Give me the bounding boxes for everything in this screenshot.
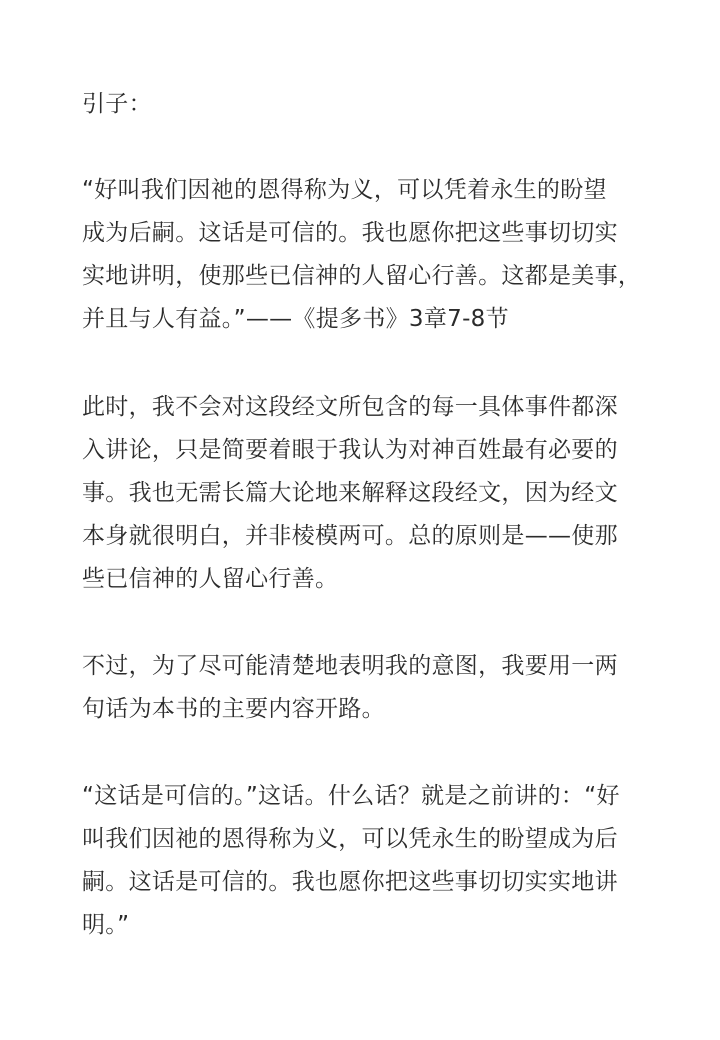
paragraph-line: 成为后嗣。这话是可信的。我也愿你把这些事切切实 [82, 220, 618, 246]
paragraph-3 [82, 645, 652, 731]
paragraph-2 [82, 386, 652, 601]
paragraph-line: 明。” [82, 912, 130, 938]
heading [82, 83, 652, 126]
paragraph-line: “这话是可信的。”这话。什么话？就是之前讲的：“好 [82, 783, 620, 809]
paragraph-line: 不过，为了尽可能清楚地表明我的意图，我要用一两 [82, 653, 618, 679]
paragraph-1-scripture-quote [82, 169, 652, 341]
paragraph-line: 事。我也无需长篇大论地来解释这段经文，因为经文 [82, 480, 618, 506]
paragraph-line: “好叫我们因祂的恩得称为义，可以凭着永生的盼望 [82, 177, 607, 203]
heading-text: 引子： [82, 91, 152, 117]
paragraph-line: 并且与人有益。”——《提多书》3章7-8节 [82, 306, 509, 332]
paragraph-4 [82, 775, 652, 947]
paragraph-line: 叫我们因祂的恩得称为义，可以凭永生的盼望成为后 [82, 826, 618, 852]
paragraph-line: 句话为本书的主要内容开路。 [82, 696, 385, 722]
paragraph-line: 嗣。这话是可信的。我也愿你把这些事切切实实地讲 [82, 869, 618, 895]
paragraph-line: 入讲论，只是简要着眼于我认为对神百姓最有必要的 [82, 437, 618, 463]
paragraph-line: 实地讲明，使那些已信神的人留心行善。这都是美事， [82, 263, 642, 289]
paragraph-line: 此时，我不会对这段经文所包含的每一具体事件都深 [82, 394, 618, 420]
paragraph-line: 本身就很明白，并非棱模两可。总的原则是——使那 [82, 523, 618, 549]
paragraph-line: 些已信神的人留心行善。 [82, 566, 339, 592]
